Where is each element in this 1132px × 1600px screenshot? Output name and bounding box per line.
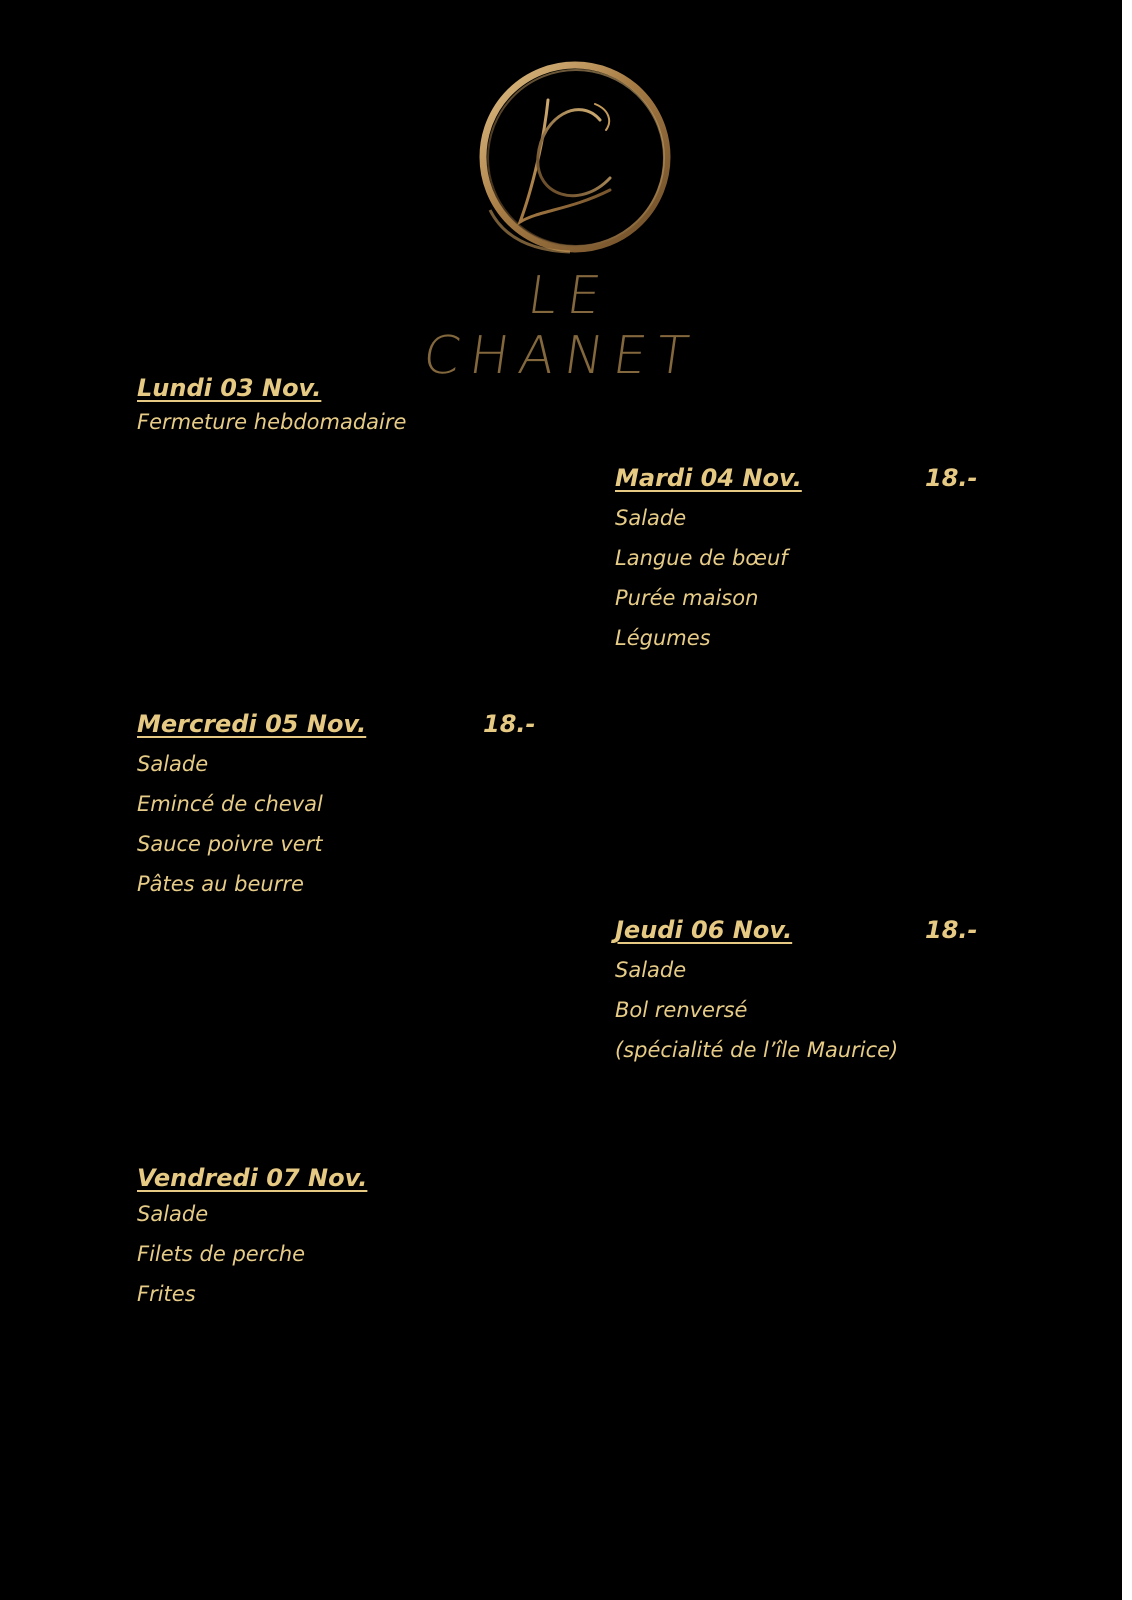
day-title: Jeudi 06 Nov. [615, 916, 793, 944]
dish-item: Langue de bœuf [615, 546, 788, 570]
dish-item: Salade [137, 752, 209, 776]
dish-item: Salade [615, 958, 687, 982]
day-header [137, 374, 406, 404]
dish-list [137, 1194, 305, 1314]
day-monday [137, 374, 406, 440]
day-thursday [615, 916, 978, 1070]
dish-list [137, 404, 406, 440]
dish-item: Fermeture hebdomadaire [137, 410, 407, 434]
day-friday [137, 1164, 368, 1314]
day-title: Mercredi 05 Nov. [137, 710, 367, 738]
day-price: 18.- [925, 916, 978, 944]
day-wednesday [137, 710, 536, 904]
dish-item: (spécialité de l’île Maurice) [615, 1038, 899, 1062]
day-title: Vendredi 07 Nov. [137, 1164, 368, 1192]
day-tuesday [615, 464, 978, 658]
dish-list [137, 744, 323, 904]
day-title: Mardi 04 Nov. [615, 464, 802, 492]
day-title: Lundi 03 Nov. [137, 374, 322, 402]
restaurant-name: LE CHANET [419, 266, 703, 386]
day-price: 18.- [483, 710, 536, 738]
dish-item: Pâtes au beurre [137, 872, 304, 896]
day-header [137, 710, 536, 744]
dish-item: Filets de perche [137, 1242, 306, 1266]
logo-letter-c [538, 110, 610, 196]
dish-item: Frites [137, 1282, 196, 1306]
dish-list [615, 950, 898, 1070]
dish-item: Salade [615, 506, 687, 530]
dish-item: Sauce poivre vert [137, 832, 323, 856]
day-header [615, 464, 978, 498]
dish-item: Bol renversé [615, 998, 748, 1022]
dish-item: Légumes [615, 626, 711, 650]
dish-item: Salade [137, 1202, 209, 1226]
page-edge [1122, 0, 1132, 1600]
day-header [137, 1164, 368, 1194]
dish-list [615, 498, 788, 658]
day-header [615, 916, 978, 950]
logo-ring [483, 65, 667, 249]
dish-item: Purée maison [615, 586, 759, 610]
day-price: 18.- [925, 464, 978, 492]
dish-item: Emincé de cheval [137, 792, 323, 816]
